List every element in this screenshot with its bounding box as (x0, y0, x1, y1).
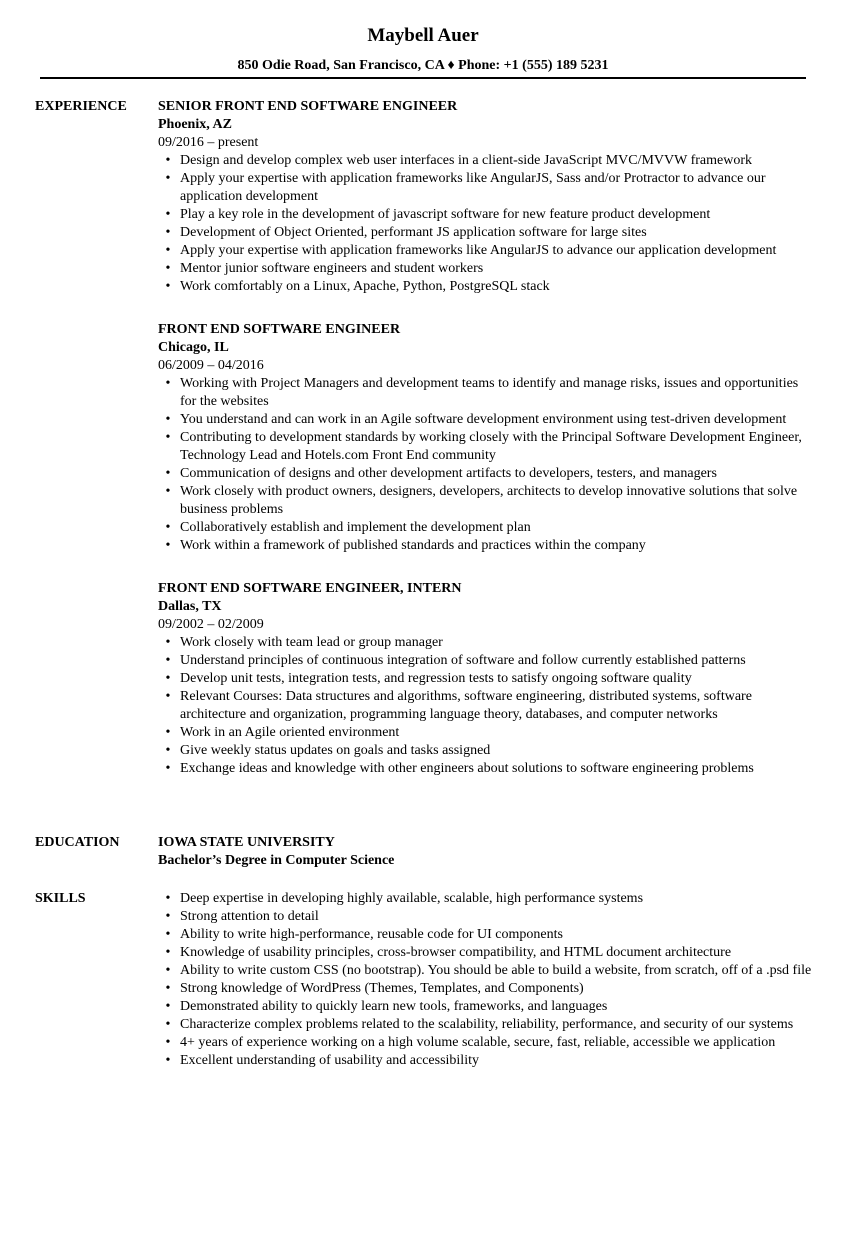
bullet-icon: • (165, 1017, 171, 1032)
bullet-icon: • (165, 261, 171, 276)
bullet-item (158, 652, 818, 670)
bullet-item (158, 411, 818, 429)
bullet-item (158, 724, 818, 742)
bullet-text: You understand and can work in an Agile software development environment using test-driven development (180, 412, 787, 427)
bullet-item (158, 670, 818, 688)
bullet-icon: • (165, 999, 171, 1014)
bullet-text: Characterize complex problems related to the scalability, reliability, performance, and security of our systems (180, 1017, 794, 1032)
bullet-item (158, 962, 818, 980)
bullet-text: Exchange ideas and knowledge with other engineers about solutions to software engineering problems (180, 761, 754, 776)
bullet-item (158, 980, 818, 998)
bullet-item (158, 1052, 818, 1070)
skills-body (158, 890, 818, 1070)
bullet-icon: • (165, 279, 171, 294)
bullet-item (158, 926, 818, 944)
bullet-icon: • (165, 689, 171, 704)
job-title: FRONT END SOFTWARE ENGINEER, INTERN (158, 581, 462, 596)
bullet-text: Play a key role in the development of javascript software for new feature product development (180, 207, 711, 222)
bullet-text: Working with Project Managers and development teams to identify and manage risks, issues and opportunities for the websites (180, 376, 799, 409)
bullet-text: Communication of designs and other development artifacts to developers, testers, and managers (180, 466, 717, 481)
job-bullet-list (158, 375, 818, 555)
contact-line: 850 Odie Road, San Francisco, CA ♦ Phone: +1 (555) 189 5231 (237, 58, 609, 73)
bullet-item (158, 944, 818, 962)
bullet-icon: • (165, 927, 171, 942)
job-entry (158, 321, 818, 555)
bullet-icon: • (165, 153, 171, 168)
skills-bullet-list (158, 890, 818, 1070)
bullet-item (158, 483, 818, 519)
bullet-item (158, 537, 818, 555)
bullet-item (158, 890, 818, 908)
bullet-text: Work closely with team lead or group manager (180, 635, 443, 650)
bullet-icon: • (165, 963, 171, 978)
bullet-icon: • (165, 466, 171, 481)
bullet-text: Apply your expertise with application frameworks like AngularJS, Sass and/or Protractor to advance our application development (180, 171, 766, 204)
bullet-item (158, 634, 818, 652)
bullet-icon: • (165, 1053, 171, 1068)
bullet-icon: • (165, 743, 171, 758)
bullet-text: Demonstrated ability to quickly learn new tools, frameworks, and languages (180, 999, 608, 1014)
job-dates: 06/2009 – 04/2016 (158, 358, 264, 373)
job-dates: 09/2016 – present (158, 135, 259, 150)
bullet-icon: • (165, 243, 171, 258)
bullet-text: Give weekly status updates on goals and tasks assigned (180, 743, 491, 758)
bullet-item (158, 224, 818, 242)
bullet-icon: • (165, 653, 171, 668)
bullet-icon: • (165, 538, 171, 553)
bullet-text: Relevant Courses: Data structures and algorithms, software engineering, distributed systems, software architecture and organization, programming language theory, databases, and computer networks (180, 689, 752, 722)
job-bullet-list (158, 152, 818, 296)
bullet-icon: • (165, 891, 171, 906)
bullet-text: Develop unit tests, integration tests, and regression tests to satisfy ongoing software quality (180, 671, 692, 686)
bullet-icon: • (165, 430, 171, 445)
bullet-item (158, 760, 818, 778)
bullet-text: Excellent understanding of usability and accessibility (180, 1053, 479, 1068)
bullet-icon: • (165, 671, 171, 686)
education-body (158, 834, 818, 870)
job-location: Dallas, TX (158, 599, 222, 614)
bullet-item (158, 170, 818, 206)
school-name: IOWA STATE UNIVERSITY (158, 835, 335, 850)
job-entry (158, 580, 818, 778)
experience-body (158, 98, 818, 778)
experience-heading: EXPERIENCE (35, 99, 127, 114)
bullet-text: Work in an Agile oriented environment (180, 725, 400, 740)
bullet-item (158, 278, 818, 296)
bullet-text: Mentor junior software engineers and student workers (180, 261, 484, 276)
bullet-text: Ability to write custom CSS (no bootstrap). You should be able to build a website, from scratch, off of a .psd file (180, 963, 812, 978)
bullet-item (158, 152, 818, 170)
bullet-item (158, 1016, 818, 1034)
bullet-item (158, 260, 818, 278)
bullet-item (158, 429, 818, 465)
skills-heading: SKILLS (35, 891, 86, 906)
job-location: Phoenix, AZ (158, 117, 232, 132)
bullet-icon: • (165, 761, 171, 776)
header-divider (40, 77, 806, 79)
bullet-item (158, 908, 818, 926)
bullet-text: Work within a framework of published standards and practices within the company (180, 538, 646, 553)
bullet-text: Deep expertise in developing highly available, scalable, high performance systems (180, 891, 644, 906)
bullet-text: Collaboratively establish and implement the development plan (180, 520, 531, 535)
job-location: Chicago, IL (158, 340, 229, 355)
job-bullet-list (158, 634, 818, 778)
bullet-item (158, 688, 818, 724)
bullet-text: Contributing to development standards by working closely with the Principal Software Development Engineer, Technology Lead and Hotels.com Front End community (180, 430, 802, 463)
bullet-item (158, 519, 818, 537)
bullet-item (158, 998, 818, 1016)
degree-name: Bachelor’s Degree in Computer Science (158, 853, 395, 868)
bullet-text: Knowledge of usability principles, cross-browser compatibility, and HTML document architecture (180, 945, 732, 960)
bullet-icon: • (165, 207, 171, 222)
job-dates: 09/2002 – 02/2009 (158, 617, 264, 632)
bullet-item (158, 375, 818, 411)
bullet-item (158, 1034, 818, 1052)
bullet-text: Strong knowledge of WordPress (Themes, Templates, and Components) (180, 981, 584, 996)
bullet-item (158, 742, 818, 760)
resume-header (40, 22, 806, 75)
bullet-icon: • (165, 376, 171, 391)
bullet-icon: • (165, 225, 171, 240)
bullet-text: Work closely with product owners, designers, developers, architects to develop innovative solutions that solve business problems (180, 484, 798, 517)
job-title: FRONT END SOFTWARE ENGINEER (158, 322, 401, 337)
education-heading: EDUCATION (35, 835, 120, 850)
bullet-icon: • (165, 981, 171, 996)
bullet-icon: • (165, 909, 171, 924)
bullet-icon: • (165, 171, 171, 186)
bullet-icon: • (165, 725, 171, 740)
bullet-item (158, 242, 818, 260)
bullet-text: Understand principles of continuous integration of software and follow currently established patterns (180, 653, 746, 668)
bullet-text: Development of Object Oriented, performant JS application software for large sites (180, 225, 647, 240)
bullet-icon: • (165, 412, 171, 427)
bullet-icon: • (165, 520, 171, 535)
bullet-icon: • (165, 635, 171, 650)
bullet-icon: • (165, 1035, 171, 1050)
bullet-text: 4+ years of experience working on a high volume scalable, secure, fast, reliable, accessible we application (180, 1035, 776, 1050)
bullet-item (158, 206, 818, 224)
bullet-text: Work comfortably on a Linux, Apache, Python, PostgreSQL stack (180, 279, 550, 294)
job-entry (158, 98, 818, 296)
bullet-item (158, 465, 818, 483)
bullet-text: Apply your expertise with application frameworks like AngularJS to advance our application development (180, 243, 777, 258)
candidate-name: Maybell Auer (367, 25, 479, 46)
bullet-icon: • (165, 484, 171, 499)
bullet-text: Ability to write high-performance, reusable code for UI components (180, 927, 563, 942)
bullet-text: Strong attention to detail (180, 909, 319, 924)
bullet-icon: • (165, 945, 171, 960)
job-title: SENIOR FRONT END SOFTWARE ENGINEER (158, 99, 458, 114)
bullet-text: Design and develop complex web user interfaces in a client-side JavaScript MVC/MVVW framework (180, 153, 753, 168)
